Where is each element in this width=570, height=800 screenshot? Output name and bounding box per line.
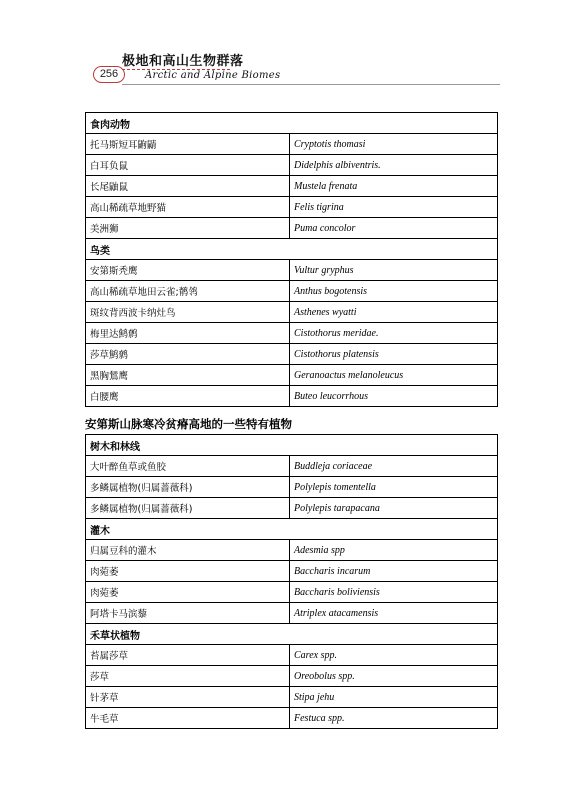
header-rule [122, 84, 500, 85]
table-row [86, 561, 498, 582]
chinese-name-cell: 针茅草 [86, 687, 290, 708]
chinese-name-cell: 莎草 [86, 666, 290, 687]
table-row [86, 155, 498, 176]
latin-name-cell: Vultur gryphus [290, 260, 498, 281]
section-heading: 安第斯山脉寒冷贫瘠高地的一些特有植物 [85, 417, 292, 431]
page-header [0, 0, 570, 100]
latin-name-cell: Stipa jehu [290, 687, 498, 708]
latin-name-cell: Buddleja coriaceae [290, 456, 498, 477]
latin-name-cell: Puma concolor [290, 218, 498, 239]
table-row [86, 281, 498, 302]
chinese-name-cell: 白耳负鼠 [86, 155, 290, 176]
table-row [86, 197, 498, 218]
chinese-name-cell: 安第斯秃鹰 [86, 260, 290, 281]
table-row [86, 218, 498, 239]
latin-name-cell: Didelphis albiventris. [290, 155, 498, 176]
chinese-name-cell: 多鳞属植物(归属蔷薇科) [86, 498, 290, 519]
section-row [86, 239, 498, 260]
section-row [86, 519, 498, 540]
book-subtitle: Arctic and Alpine Biomes [145, 70, 281, 81]
table-row [86, 176, 498, 197]
latin-name-cell: Carex spp. [290, 645, 498, 666]
chinese-name-cell: 归属豆科的灌木 [86, 540, 290, 561]
table-row [86, 645, 498, 666]
table-row [86, 456, 498, 477]
page-number: 256 [93, 66, 125, 83]
latin-name-cell: Felis tigrina [290, 197, 498, 218]
table-row [86, 540, 498, 561]
latin-name-cell: Geranoactus melanoleucus [290, 365, 498, 386]
section-title: 鸟类 [86, 239, 498, 260]
latin-name-cell: Atriplex atacamensis [290, 603, 498, 624]
section-row [86, 113, 498, 134]
chinese-name-cell: 多鳞属植物(归属蔷薇科) [86, 477, 290, 498]
chinese-name-cell: 肉菀萎 [86, 561, 290, 582]
table-row [86, 365, 498, 386]
table-row [86, 582, 498, 603]
table-row [86, 302, 498, 323]
chinese-name-cell: 肉菀萎 [86, 582, 290, 603]
table-row [86, 260, 498, 281]
table-row [86, 323, 498, 344]
section-title: 食肉动物 [86, 113, 498, 134]
section-title: 树木和林线 [86, 435, 498, 456]
chinese-name-cell: 莎草鹪鹩 [86, 344, 290, 365]
latin-name-cell: Adesmia spp [290, 540, 498, 561]
table-row [86, 603, 498, 624]
latin-name-cell: Festuca spp. [290, 708, 498, 729]
latin-name-cell: Buteo leucorrhous [290, 386, 498, 407]
table-row [86, 666, 498, 687]
chinese-name-cell: 阿塔卡马滨藜 [86, 603, 290, 624]
chinese-name-cell: 梅里达鹪鹩 [86, 323, 290, 344]
table-row [86, 386, 498, 407]
latin-name-cell: Oreobolus spp. [290, 666, 498, 687]
animal-species-table [85, 112, 498, 407]
latin-name-cell: Cryptotis thomasi [290, 134, 498, 155]
latin-name-cell: Anthus bogotensis [290, 281, 498, 302]
table-row [86, 498, 498, 519]
chinese-name-cell: 牛毛草 [86, 708, 290, 729]
latin-name-cell: Cistothorus meridae. [290, 323, 498, 344]
chinese-name-cell: 黑胸鵟鹰 [86, 365, 290, 386]
table-row [86, 344, 498, 365]
latin-name-cell: Mustela frenata [290, 176, 498, 197]
table-row [86, 708, 498, 729]
chinese-name-cell: 长尾鼬鼠 [86, 176, 290, 197]
latin-name-cell: Baccharis boliviensis [290, 582, 498, 603]
table-row [86, 477, 498, 498]
latin-name-cell: Cistothorus platensis [290, 344, 498, 365]
book-title: 极地和高山生物群落 [122, 54, 244, 69]
section-row [86, 435, 498, 456]
chinese-name-cell: 白腰鹰 [86, 386, 290, 407]
section-row [86, 624, 498, 645]
latin-name-cell: Asthenes wyatti [290, 302, 498, 323]
chinese-name-cell: 高山稀疏草地野猫 [86, 197, 290, 218]
table-row [86, 687, 498, 708]
chinese-name-cell: 大叶醉鱼草或鱼胶 [86, 456, 290, 477]
chinese-name-cell: 高山稀疏草地田云雀;鹡鸰 [86, 281, 290, 302]
table-row [86, 134, 498, 155]
latin-name-cell: Polylepis tomentella [290, 477, 498, 498]
chinese-name-cell: 苔属莎草 [86, 645, 290, 666]
latin-name-cell: Polylepis tarapacana [290, 498, 498, 519]
chinese-name-cell: 美洲狮 [86, 218, 290, 239]
chinese-name-cell: 斑纹背西波卡纳灶鸟 [86, 302, 290, 323]
chinese-name-cell: 托马斯短耳鼩鼱 [86, 134, 290, 155]
plant-species-table [85, 434, 498, 729]
section-title: 灌木 [86, 519, 498, 540]
latin-name-cell: Baccharis incarum [290, 561, 498, 582]
section-title: 禾草状植物 [86, 624, 498, 645]
